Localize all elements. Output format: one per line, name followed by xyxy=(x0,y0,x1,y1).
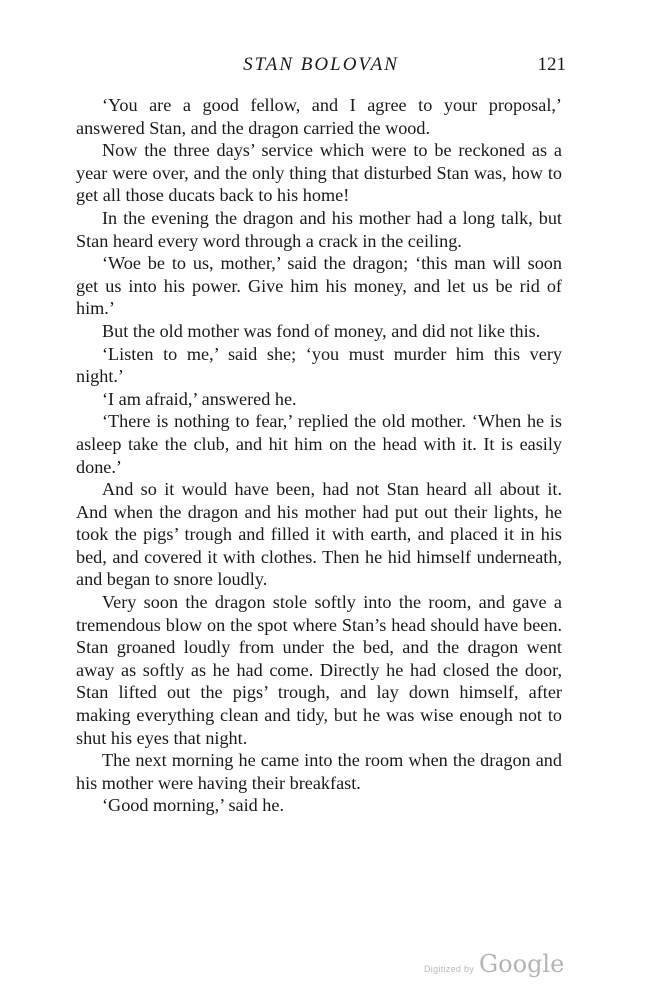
paragraph: Now the three days’ service which were to be reckoned as a year were over, and the only thing that disturbed Stan was, how to get all those ducats back to his home! xyxy=(76,140,562,206)
running-title: STAN BOLOVAN xyxy=(243,54,399,75)
running-head xyxy=(76,54,566,84)
paragraph: ‘Listen to me,’ said she; ‘you must murder him this very night.’ xyxy=(76,343,562,387)
paragraph: In the evening the dragon and his mother had a long talk, but Stan heard every word through a crack in the ceiling. xyxy=(76,207,562,251)
paragraph: ‘You are a good fellow, and I agree to your proposal,’ answered Stan, and the dragon carried the wood. xyxy=(76,95,562,138)
paragraph: ‘Good morning,’ said he. xyxy=(102,795,285,816)
paragraph: The next morning he came into the room when the dragon and his mother were having their breakfast. xyxy=(76,750,562,793)
google-logo-text: Google xyxy=(479,950,565,978)
paragraph: ‘I am afraid,’ answered he. xyxy=(102,388,297,409)
paragraph: ‘There is nothing to fear,’ replied the old mother. ‘When he is asleep take the club, and hit him on the head with it. It is easily done.’ xyxy=(76,411,562,477)
paragraph: And so it would have been, had not Stan heard all about it. And when the dragon and his mother had put out their lights, he took the pigs’ trough and filled it with earth, and placed it in his bed, and covered it with clothes. Then he hid himself underneath, and began to snore loudly. xyxy=(76,479,562,590)
body-text xyxy=(76,94,562,817)
digitized-by-label: Digitized by xyxy=(424,964,475,974)
paragraph: Very soon the dragon stole softly into the room, and gave a tremendous blow on the spot where Stan’s head should have been. Stan groaned loudly from under the bed, and the dragon went away as softly as he had come. Directly he had closed the door, Stan lifted out the pigs’ trough, and lay down himself, after making everything clean and tidy, but he was wise enough not to shut his eyes that night. xyxy=(76,592,562,748)
paragraph: But the old mother was fond of money, and did not like this. xyxy=(102,320,541,341)
digitized-by-google-watermark xyxy=(424,950,574,982)
page-number: 121 xyxy=(537,54,566,75)
paragraph: ‘Woe be to us, mother,’ said the dragon; ‘this man will soon get us into his power. Give him his money, and let us be rid of him.’ xyxy=(76,253,562,319)
